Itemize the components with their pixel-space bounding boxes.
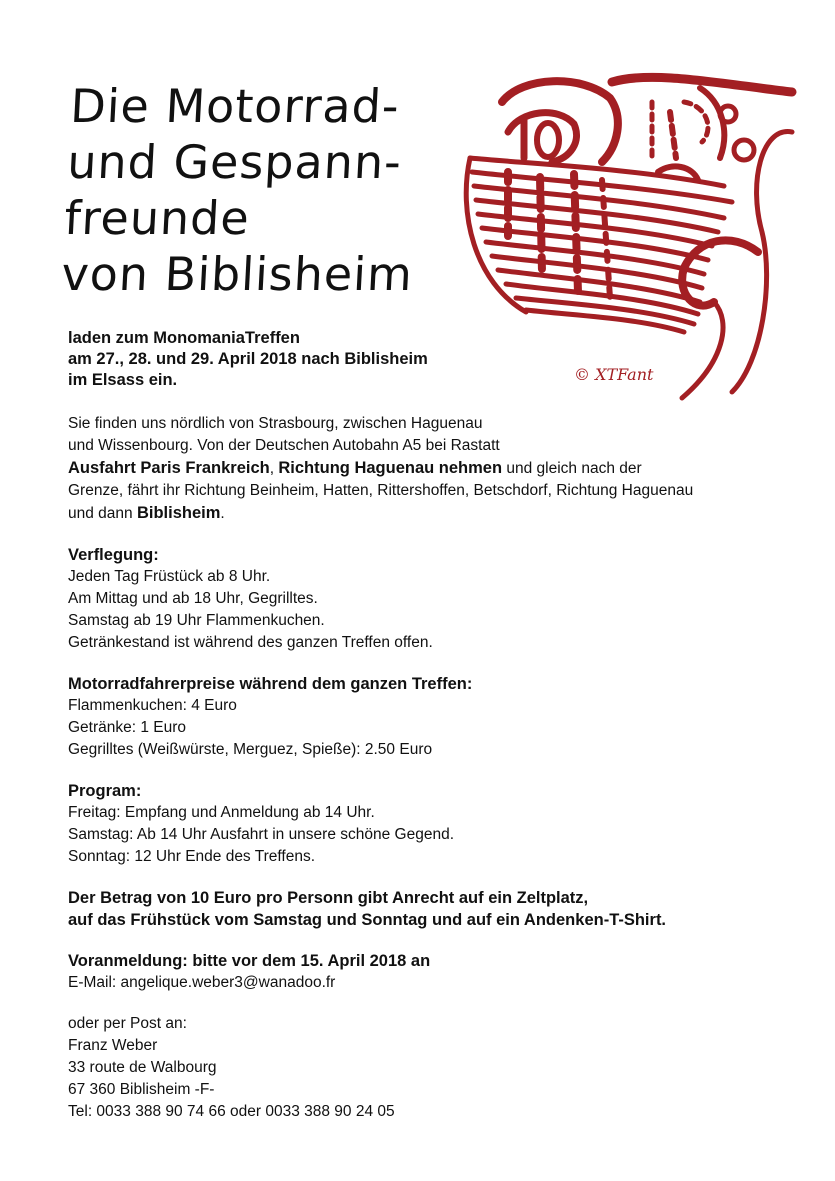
verpflegung-section	[68, 544, 788, 654]
fee-line: Der Betrag von 10 Euro pro Personn gibt Anrecht auf ein Zeltplatz,	[68, 889, 589, 907]
email-address[interactable]: angelique.weber3@wanadoo.fr	[120, 974, 336, 991]
logo-stroke	[574, 174, 578, 292]
directions-line	[68, 457, 788, 480]
preise-section	[68, 673, 788, 761]
postal-line: 33 route de Walbourg	[68, 1059, 217, 1076]
intro-line: am 27., 28. und 29. April 2018 nach Biblisheim	[68, 350, 428, 368]
registration-section	[68, 950, 788, 994]
directions-line: und Wissenbourg. Von der Deutschen Autobahn A5 bei Rastatt	[68, 437, 500, 454]
logo-stroke	[684, 102, 708, 142]
flyer-title	[60, 78, 492, 302]
directions-route: Richtung Haguenau nehmen	[278, 459, 503, 477]
logo-stroke	[682, 302, 723, 398]
logo-stroke	[734, 140, 754, 160]
list-item: Gegrilltes (Weißwürste, Merguez, Spieße): 2.50 Euro	[68, 741, 433, 758]
invitation-intro	[68, 328, 538, 391]
logo-stroke	[700, 88, 724, 158]
list-item: Getränkestand ist während des ganzen Treffen offen.	[68, 634, 433, 651]
flyer-content	[68, 413, 788, 1142]
directions-text: .	[220, 505, 225, 522]
phone-line: Tel: 0033 388 90 74 66 oder 0033 388 90 24 05	[68, 1103, 395, 1120]
section-heading: Voranmeldung: bitte vor dem 15. April 2018 an	[68, 952, 431, 970]
directions-line: Sie finden uns nördlich von Strasbourg, zwischen Haguenau	[68, 415, 483, 432]
program-section	[68, 780, 788, 868]
fee-line: auf das Frühstück vom Samstag und Sonntag und auf ein Andenken-T-Shirt.	[68, 911, 667, 929]
logo-stroke	[537, 123, 559, 157]
logo-stroke	[720, 106, 736, 122]
section-heading: Motorradfahrerpreise während dem ganzen Treffen:	[68, 675, 473, 693]
logo-stroke	[732, 132, 792, 392]
list-item: Samstag: Ab 14 Uhr Ausfahrt in unsere schöne Gegend.	[68, 826, 455, 843]
logo-signature: © XTFant	[574, 365, 654, 384]
email-line	[68, 972, 788, 994]
list-item: Sonntag: 12 Uhr Ende des Treffens.	[68, 848, 316, 865]
directions-section	[68, 413, 788, 525]
postal-line: 67 360 Biblisheim -F-	[68, 1081, 215, 1098]
section-heading: Verflegung:	[68, 546, 159, 564]
directions-line	[68, 502, 788, 525]
directions-exit: Ausfahrt Paris Frankreich	[68, 459, 270, 477]
intro-line: laden zum MonomaniaTreffen	[68, 329, 300, 347]
directions-text: und dann	[68, 505, 137, 522]
list-item: Am Mittag und ab 18 Uhr, Gegrilltes.	[68, 590, 318, 607]
list-item: Freitag: Empfang und Anmeldung ab 14 Uhr.	[68, 804, 375, 821]
list-item: Getränke: 1 Euro	[68, 719, 187, 736]
postal-section	[68, 1013, 788, 1123]
directions-separator: ,	[269, 460, 279, 477]
title-line: freunde	[63, 191, 252, 245]
fee-section	[68, 887, 788, 931]
email-label: E-Mail:	[68, 974, 121, 991]
directions-line: Grenze, fährt ihr Richtung Beinheim, Hatten, Rittershoffen, Betschdorf, Richtung Haguenau	[68, 482, 694, 499]
title-line: von Biblisheim	[60, 247, 415, 301]
title-line: Die Motorrad-	[68, 79, 401, 133]
postal-line: oder per Post an:	[68, 1015, 187, 1032]
list-item: Jeden Tag Früstück ab 8 Uhr.	[68, 568, 271, 585]
directions-destination: Biblisheim	[136, 504, 221, 522]
logo-stroke	[670, 112, 676, 158]
directions-text: und gleich nach der	[502, 460, 642, 477]
logo-stroke	[466, 158, 526, 312]
list-item: Samstag ab 19 Uhr Flammenkuchen.	[68, 612, 325, 629]
title-line: und Gespann-	[66, 135, 404, 189]
list-item: Flammenkuchen: 4 Euro	[68, 697, 237, 714]
postal-line: Franz Weber	[68, 1037, 158, 1054]
intro-line: im Elsass ein.	[68, 371, 178, 389]
section-heading: Program:	[68, 782, 142, 800]
